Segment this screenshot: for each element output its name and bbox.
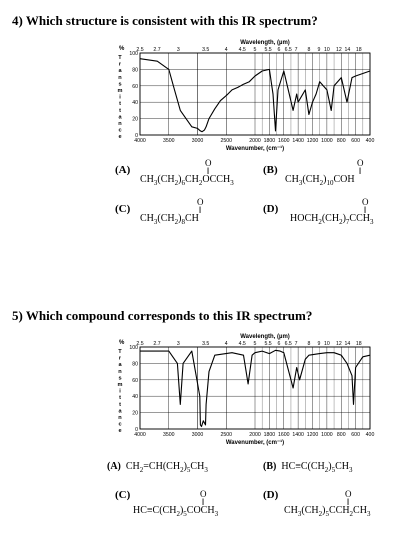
bottom-tick-label: 400 xyxy=(365,432,375,438)
top-tick-label: 12 xyxy=(335,47,342,53)
y-axis-letter: n xyxy=(118,368,122,375)
top-tick-label: 7 xyxy=(294,341,298,347)
bottom-tick-label: 4000 xyxy=(134,432,146,438)
y-tick-label: 60 xyxy=(132,377,138,384)
top-tick-label: 6.5 xyxy=(284,341,292,347)
percent-sign: % xyxy=(119,340,125,346)
q4-option-c-letter: (C) xyxy=(115,203,131,215)
top-tick-label: 6.5 xyxy=(284,47,292,53)
y-axis-letter: T xyxy=(118,349,122,355)
q4-option-b-formula: $CH_3(CH_2)_{10}COH$ xyxy=(285,174,355,187)
ir-spectrum-4 xyxy=(110,37,380,165)
top-tick-label: 2.7 xyxy=(153,47,161,53)
bottom-tick-label: 1000 xyxy=(321,138,333,144)
top-tick-label: 5 xyxy=(253,47,257,53)
bottom-tick-label: 2500 xyxy=(220,432,233,438)
top-tick-label: 9 xyxy=(317,47,321,53)
top-tick-label: 8 xyxy=(307,47,311,53)
q5-option-c-letter: (C) xyxy=(115,489,131,501)
y-axis-letter: a xyxy=(118,362,122,369)
top-tick-label: 8 xyxy=(307,341,311,347)
q4-option-d-formula: $HOCH_2(CH_2)_7CCH_3$ xyxy=(290,213,374,226)
top-tick-label: 4.5 xyxy=(238,47,246,53)
bottom-tick-label: 3000 xyxy=(191,432,204,438)
bottom-tick-label: 2000 xyxy=(249,138,261,144)
q5-option-a-letter: (A) xyxy=(107,461,121,472)
spectrum-bottom-axis-label: Wavenumber, (cm⁻¹) xyxy=(225,146,285,152)
y-axis-letter: t xyxy=(119,401,121,408)
top-tick-label: 3 xyxy=(176,47,180,53)
y-axis-letter: m xyxy=(117,88,123,94)
y-tick-label: 0 xyxy=(135,427,138,433)
top-tick-label: 12 xyxy=(335,341,342,347)
q4-option-c-formula: $CH_3(CH_2)_8CH$ xyxy=(140,213,199,226)
q5-option-a xyxy=(107,461,208,474)
q5-option-b xyxy=(263,461,353,474)
bottom-tick-label: 800 xyxy=(336,432,346,438)
q4-option-b-letter: (B) xyxy=(263,164,278,176)
y-axis-letter: a xyxy=(118,408,122,415)
top-tick-label: 4.5 xyxy=(238,341,246,347)
bottom-tick-label: 3000 xyxy=(191,138,204,144)
q4-option-a-formula: $CH_3(CH_2)_6CH_2OCCH_3$ xyxy=(140,174,234,187)
q5-option-c-carbonyl: O ‖ xyxy=(200,489,207,507)
top-tick-label: 18 xyxy=(355,341,362,347)
q4-option-a-carbonyl: O ‖ xyxy=(205,158,212,176)
top-tick-label: 3 xyxy=(176,341,180,347)
y-tick-label: 40 xyxy=(132,394,138,401)
y-tick-label: 60 xyxy=(132,83,138,90)
spectrum-bottom-axis-label: Wavenumber, (cm⁻¹) xyxy=(225,440,285,446)
question-5-title: 5) Which compound corresponds to this IR spectrum? xyxy=(12,308,313,323)
ir-spectrum-5 xyxy=(110,331,380,457)
top-tick-label: 7 xyxy=(294,47,298,53)
y-axis-letter: s xyxy=(118,81,122,88)
top-tick-label: 5.5 xyxy=(264,47,272,53)
bottom-tick-label: 3500 xyxy=(162,432,175,438)
y-axis-letter: m xyxy=(117,382,123,388)
y-axis-letter: t xyxy=(119,107,121,114)
ir-spectrum-4-plot xyxy=(110,37,380,165)
top-tick-label: 6 xyxy=(277,341,281,347)
percent-sign: % xyxy=(119,46,125,52)
bottom-tick-label: 1800 xyxy=(263,138,276,144)
bottom-tick-label: 600 xyxy=(351,432,360,438)
top-tick-label: 5 xyxy=(253,341,257,347)
y-axis-letter: n xyxy=(118,415,122,421)
bottom-tick-label: 1400 xyxy=(292,138,304,144)
bottom-tick-label: 1200 xyxy=(306,138,319,144)
bottom-tick-label: 600 xyxy=(351,138,360,144)
y-axis-letter: r xyxy=(118,355,122,362)
top-tick-label: 4 xyxy=(224,341,228,347)
y-axis-letter: n xyxy=(118,121,122,127)
q5-option-d-letter: (D) xyxy=(263,489,279,501)
y-axis-letter: c xyxy=(118,421,122,428)
top-tick-label: 5.5 xyxy=(264,341,272,347)
bottom-tick-label: 1200 xyxy=(306,432,319,438)
top-tick-label: 4 xyxy=(224,47,228,53)
top-tick-label: 18 xyxy=(355,47,362,53)
top-tick-label: 3.5 xyxy=(202,341,210,347)
top-tick-label: 10 xyxy=(323,341,330,347)
y-axis-letter: a xyxy=(118,68,122,75)
q5-option-c-formula: $HC\equiv C(CH_2)_5COCH_3$ xyxy=(133,505,219,518)
bottom-tick-label: 2500 xyxy=(220,138,233,144)
bottom-tick-label: 400 xyxy=(365,138,375,144)
q4-option-b-carbonyl: O ‖ xyxy=(357,158,364,176)
y-axis-letter: T xyxy=(118,55,122,61)
q5-option-d-formula: $CH_3(CH_2)_5CCH_2CH_3$ xyxy=(284,505,371,518)
question-4-title: 4) Which structure is consistent with this IR spectrum? xyxy=(12,13,318,28)
y-axis-letter: i xyxy=(119,94,121,101)
top-tick-label: 2.7 xyxy=(153,341,161,347)
q5-option-b-letter: (B) xyxy=(263,461,277,472)
y-axis-letter: n xyxy=(118,74,122,81)
spectrum-top-axis-label: Wavelength, (µm) xyxy=(240,40,290,46)
y-tick-label: 20 xyxy=(132,410,138,417)
q5-option-a-formula: $CH_2=CH(CH_2)_5CH_3$ xyxy=(125,461,208,474)
y-tick-label: 100 xyxy=(129,51,138,57)
top-tick-label: 3.5 xyxy=(202,47,210,53)
y-axis-letter: s xyxy=(118,375,122,382)
y-axis-letter: e xyxy=(118,134,122,141)
top-tick-label: 6 xyxy=(277,47,281,53)
y-axis-letter: c xyxy=(118,127,122,134)
top-tick-label: 2.5 xyxy=(136,47,144,53)
q4-option-d-letter: (D) xyxy=(263,203,279,215)
top-tick-label: 9 xyxy=(317,341,321,347)
top-tick-label: 14 xyxy=(344,47,351,53)
y-axis-letter: t xyxy=(119,101,121,108)
top-tick-label: 14 xyxy=(344,341,351,347)
y-tick-label: 100 xyxy=(129,345,138,351)
q4-option-c-carbonyl: O ‖ xyxy=(197,197,204,215)
q5-option-d-carbonyl: O ‖ xyxy=(345,489,352,507)
y-tick-label: 0 xyxy=(135,133,138,139)
y-axis-letter: i xyxy=(119,388,121,395)
bottom-tick-label: 1800 xyxy=(263,432,276,438)
ir-spectrum-5-plot xyxy=(110,331,380,457)
y-tick-label: 80 xyxy=(132,361,138,368)
y-tick-label: 80 xyxy=(132,67,138,74)
q4-option-a-letter: (A) xyxy=(115,164,131,176)
bottom-tick-label: 1600 xyxy=(277,138,290,144)
bottom-tick-label: 800 xyxy=(336,138,346,144)
bottom-tick-label: 1000 xyxy=(321,432,333,438)
y-tick-label: 20 xyxy=(132,116,138,123)
y-axis-letter: r xyxy=(118,61,122,68)
bottom-tick-label: 1400 xyxy=(292,432,304,438)
q5-option-b-formula: $HC\equiv C(CH_2)_5CH_3$ xyxy=(281,461,353,474)
spectrum-top-axis-label: Wavelength, (µm) xyxy=(240,334,290,340)
bottom-tick-label: 1600 xyxy=(277,432,290,438)
top-tick-label: 2.5 xyxy=(136,341,144,347)
bottom-tick-label: 4000 xyxy=(134,138,146,144)
y-axis-letter: t xyxy=(119,395,121,402)
q4-option-d-carbonyl: O ‖ xyxy=(362,197,369,215)
y-axis-letter: e xyxy=(118,428,122,435)
y-tick-label: 40 xyxy=(132,100,138,107)
bottom-tick-label: 3500 xyxy=(162,138,175,144)
y-axis-letter: a xyxy=(118,114,122,121)
top-tick-label: 10 xyxy=(323,47,330,53)
bottom-tick-label: 2000 xyxy=(249,432,261,438)
